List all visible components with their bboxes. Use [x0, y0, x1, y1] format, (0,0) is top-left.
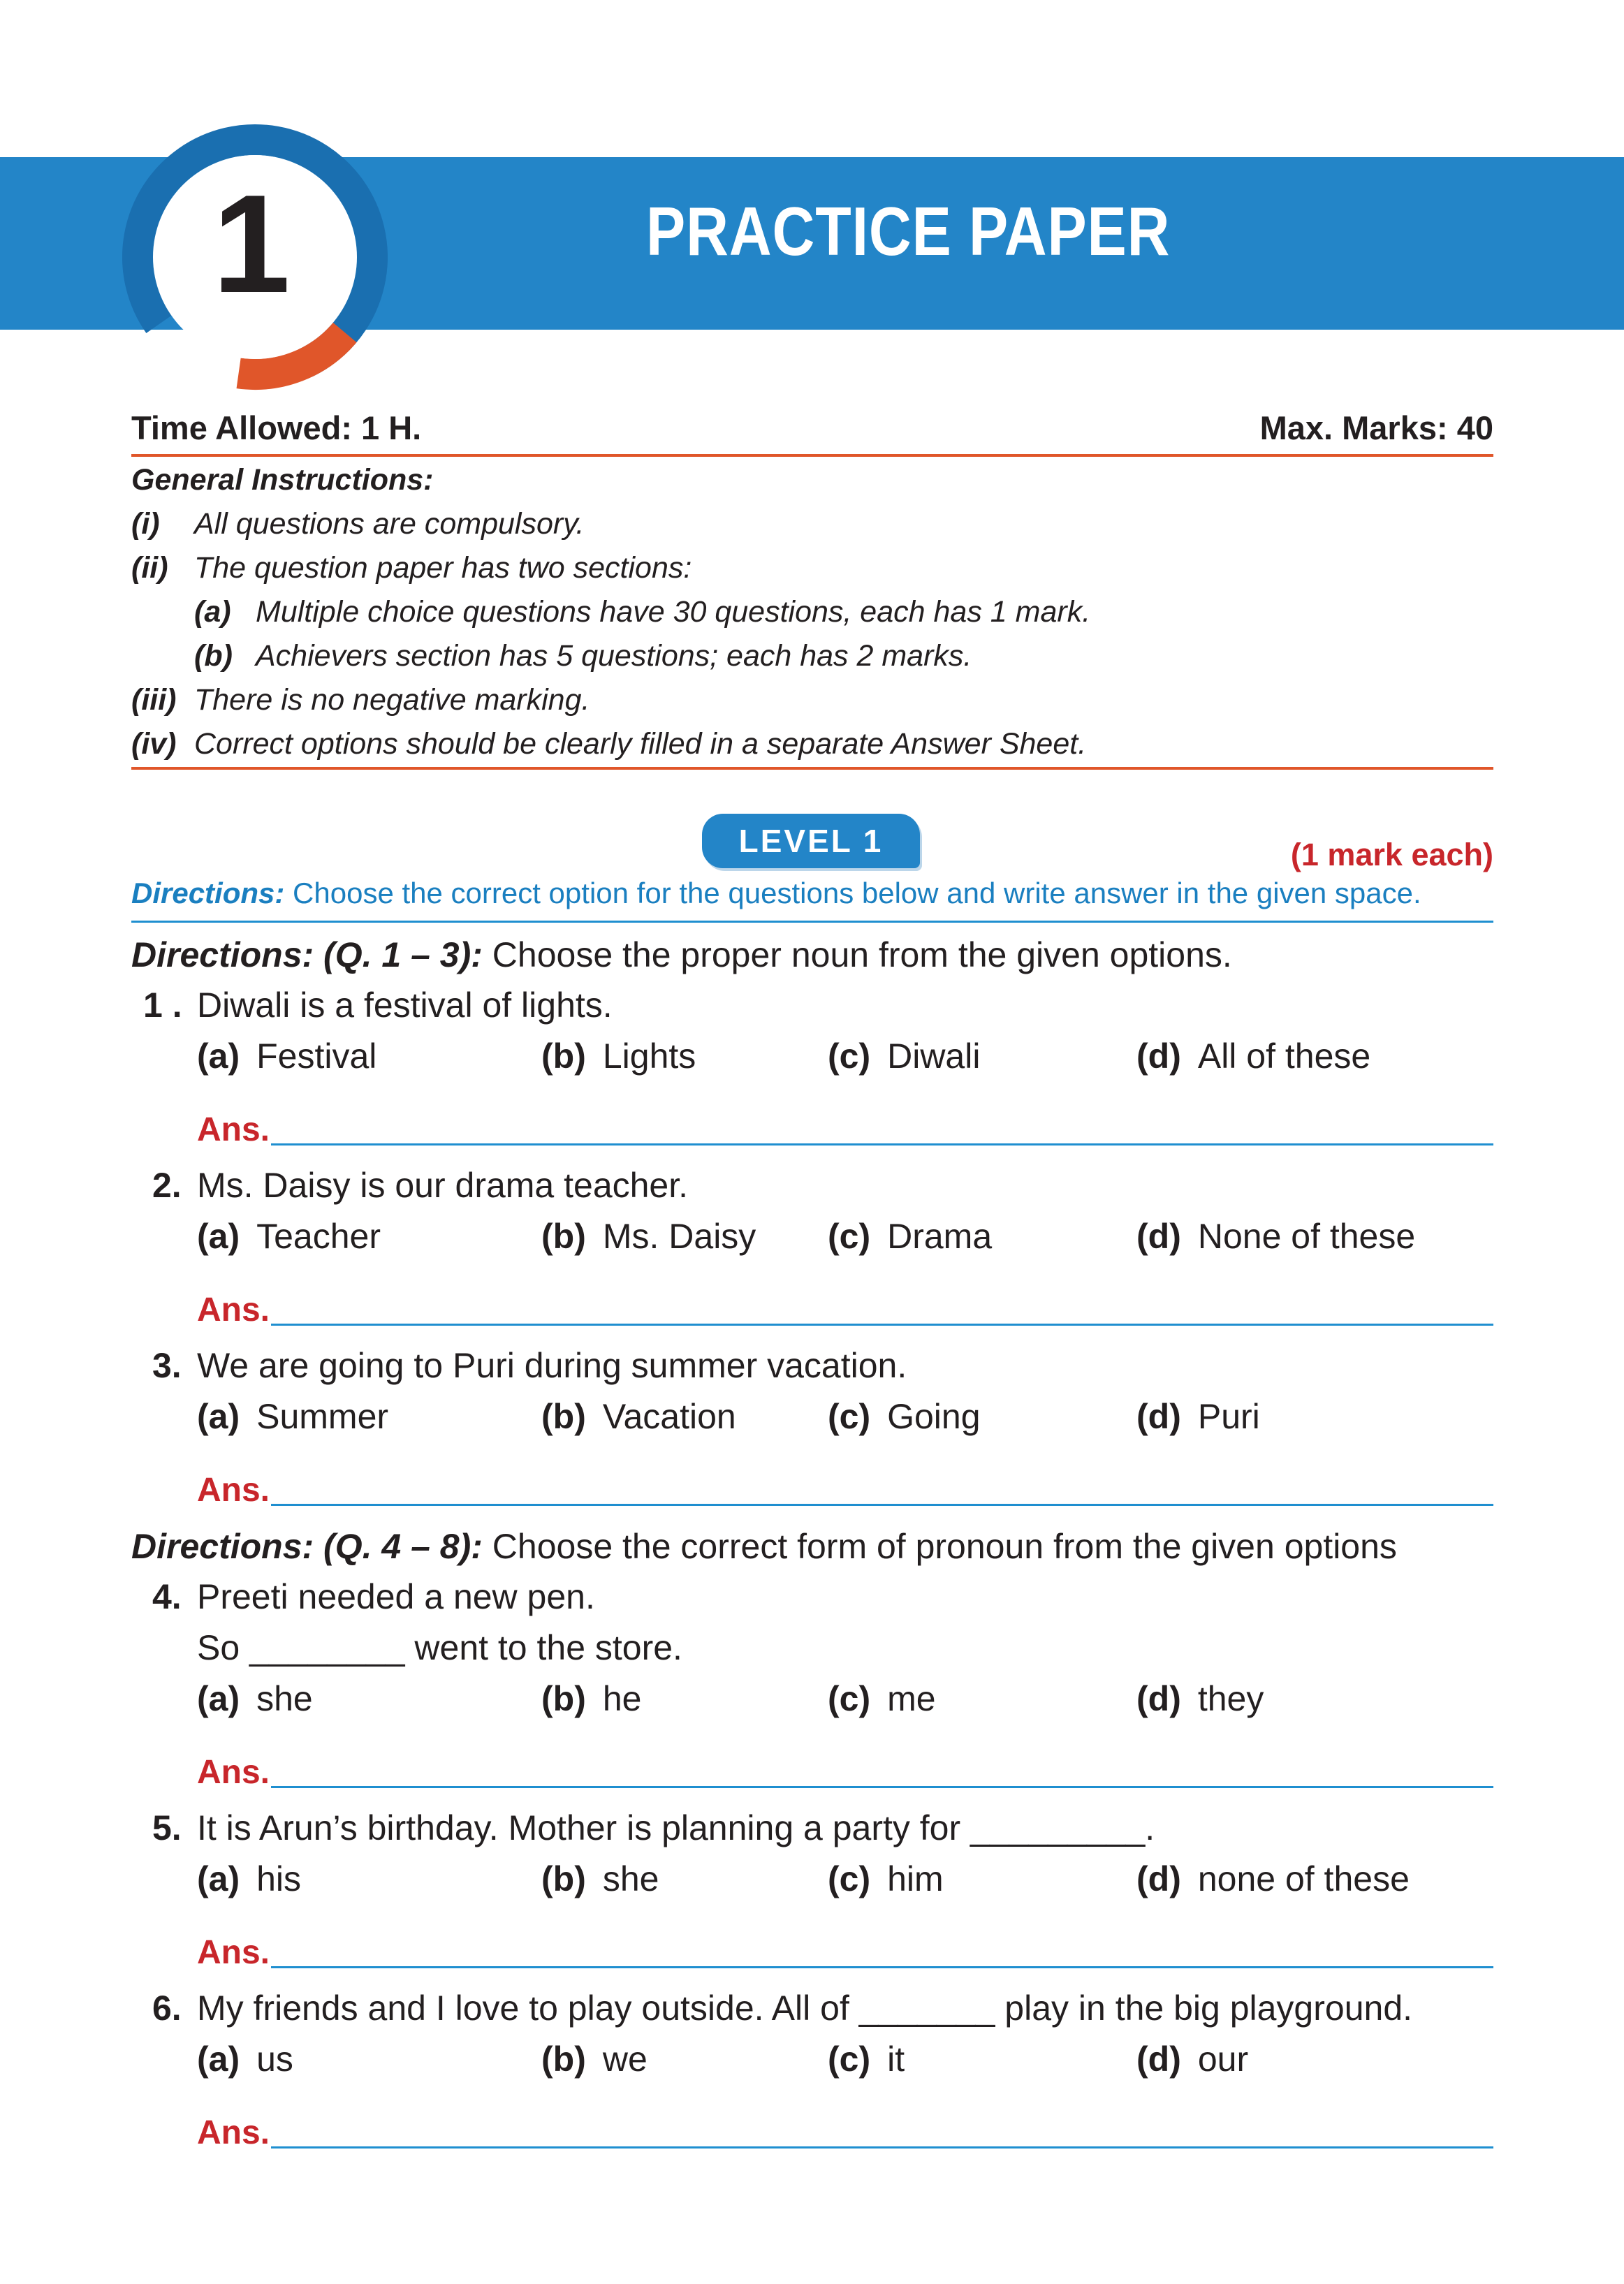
section-directions: Directions: (Q. 1 – 3): Choose the proper noun from the given options.: [131, 935, 1232, 974]
answer-label: Ans.: [197, 1934, 270, 1971]
option[interactable]: (d) they: [1136, 1679, 1264, 1718]
question-number: 6.: [152, 1989, 182, 2028]
question-number: 2.: [152, 1166, 182, 1205]
option[interactable]: (c) him: [828, 1859, 944, 1898]
question-number: 5.: [152, 1808, 182, 1847]
option[interactable]: (d) Puri: [1136, 1397, 1260, 1436]
option[interactable]: (a) Summer: [197, 1397, 389, 1436]
answer-label: Ans.: [197, 1754, 270, 1791]
divider: [131, 767, 1493, 770]
time-allowed: Time Allowed: 1 H.: [131, 409, 422, 446]
option[interactable]: (b) she: [541, 1859, 659, 1898]
level-badge: LEVEL 1: [702, 814, 920, 868]
answer-label: Ans.: [197, 1111, 270, 1148]
option[interactable]: (c) Going: [828, 1397, 981, 1436]
option[interactable]: (a) us: [197, 2040, 293, 2079]
question-text: My friends and I love to play outside. All of _______ play in the big playground.: [197, 1989, 1413, 2028]
answer-line[interactable]: [271, 1143, 1493, 1145]
option[interactable]: (b) we: [541, 2040, 648, 2079]
question-number: 3.: [152, 1346, 182, 1385]
option[interactable]: (c) it: [828, 2040, 905, 2079]
option[interactable]: (a) she: [197, 1679, 313, 1718]
exam-meta: [131, 409, 1493, 447]
paper-number: 1: [212, 166, 291, 322]
answer-label: Ans.: [197, 1291, 270, 1328]
max-marks: Max. Marks: 40: [1259, 409, 1493, 446]
answer-line[interactable]: [271, 1324, 1493, 1326]
answer-line[interactable]: [271, 1786, 1493, 1788]
answer-line[interactable]: [271, 2146, 1493, 2148]
question-text: We are going to Puri during summer vacation.: [197, 1346, 907, 1385]
instructions-title: General Instructions:: [131, 463, 434, 497]
option[interactable]: (a) Teacher: [197, 1217, 381, 1256]
answer-line[interactable]: [271, 1966, 1493, 1968]
level-directions: Directions: Choose the correct option for the questions below and write answer in the given space.: [131, 877, 1421, 909]
question-number: 4.: [152, 1577, 182, 1616]
option[interactable]: (b) Lights: [541, 1037, 696, 1076]
marks-per-question: (1 mark each): [1290, 837, 1493, 872]
page-title: PRACTICE PAPER: [646, 193, 1171, 270]
answer-line[interactable]: [271, 1504, 1493, 1506]
option[interactable]: (d) None of these: [1136, 1217, 1416, 1256]
question-text: So ________ went to the store.: [197, 1628, 682, 1667]
option[interactable]: (b) Vacation: [541, 1397, 736, 1436]
divider: [131, 921, 1493, 923]
question-text: Diwali is a festival of lights.: [197, 986, 613, 1025]
option[interactable]: (b) he: [541, 1679, 642, 1718]
question-number: 1 .: [143, 986, 182, 1025]
option[interactable]: (a) his: [197, 1859, 302, 1898]
option[interactable]: (c) Diwali: [828, 1037, 981, 1076]
option[interactable]: (a) Festival: [197, 1037, 377, 1076]
section-directions: Directions: (Q. 4 – 8): Choose the correct form of pronoun from the given options: [131, 1527, 1397, 1566]
divider: [131, 454, 1493, 457]
question-text: Preeti needed a new pen.: [197, 1577, 595, 1616]
option[interactable]: (c) me: [828, 1679, 936, 1718]
question-text: It is Arun’s birthday. Mother is planning a party for _________.: [197, 1808, 1155, 1847]
option[interactable]: (c) Drama: [828, 1217, 993, 1256]
answer-label: Ans.: [197, 1472, 270, 1509]
option[interactable]: (b) Ms. Daisy: [541, 1217, 756, 1256]
option[interactable]: (d) our: [1136, 2040, 1249, 2079]
question-text: Ms. Daisy is our drama teacher.: [197, 1166, 689, 1205]
option[interactable]: (d) none of these: [1136, 1859, 1410, 1898]
option[interactable]: (d) All of these: [1136, 1037, 1371, 1076]
answer-label: Ans.: [197, 2114, 270, 2151]
